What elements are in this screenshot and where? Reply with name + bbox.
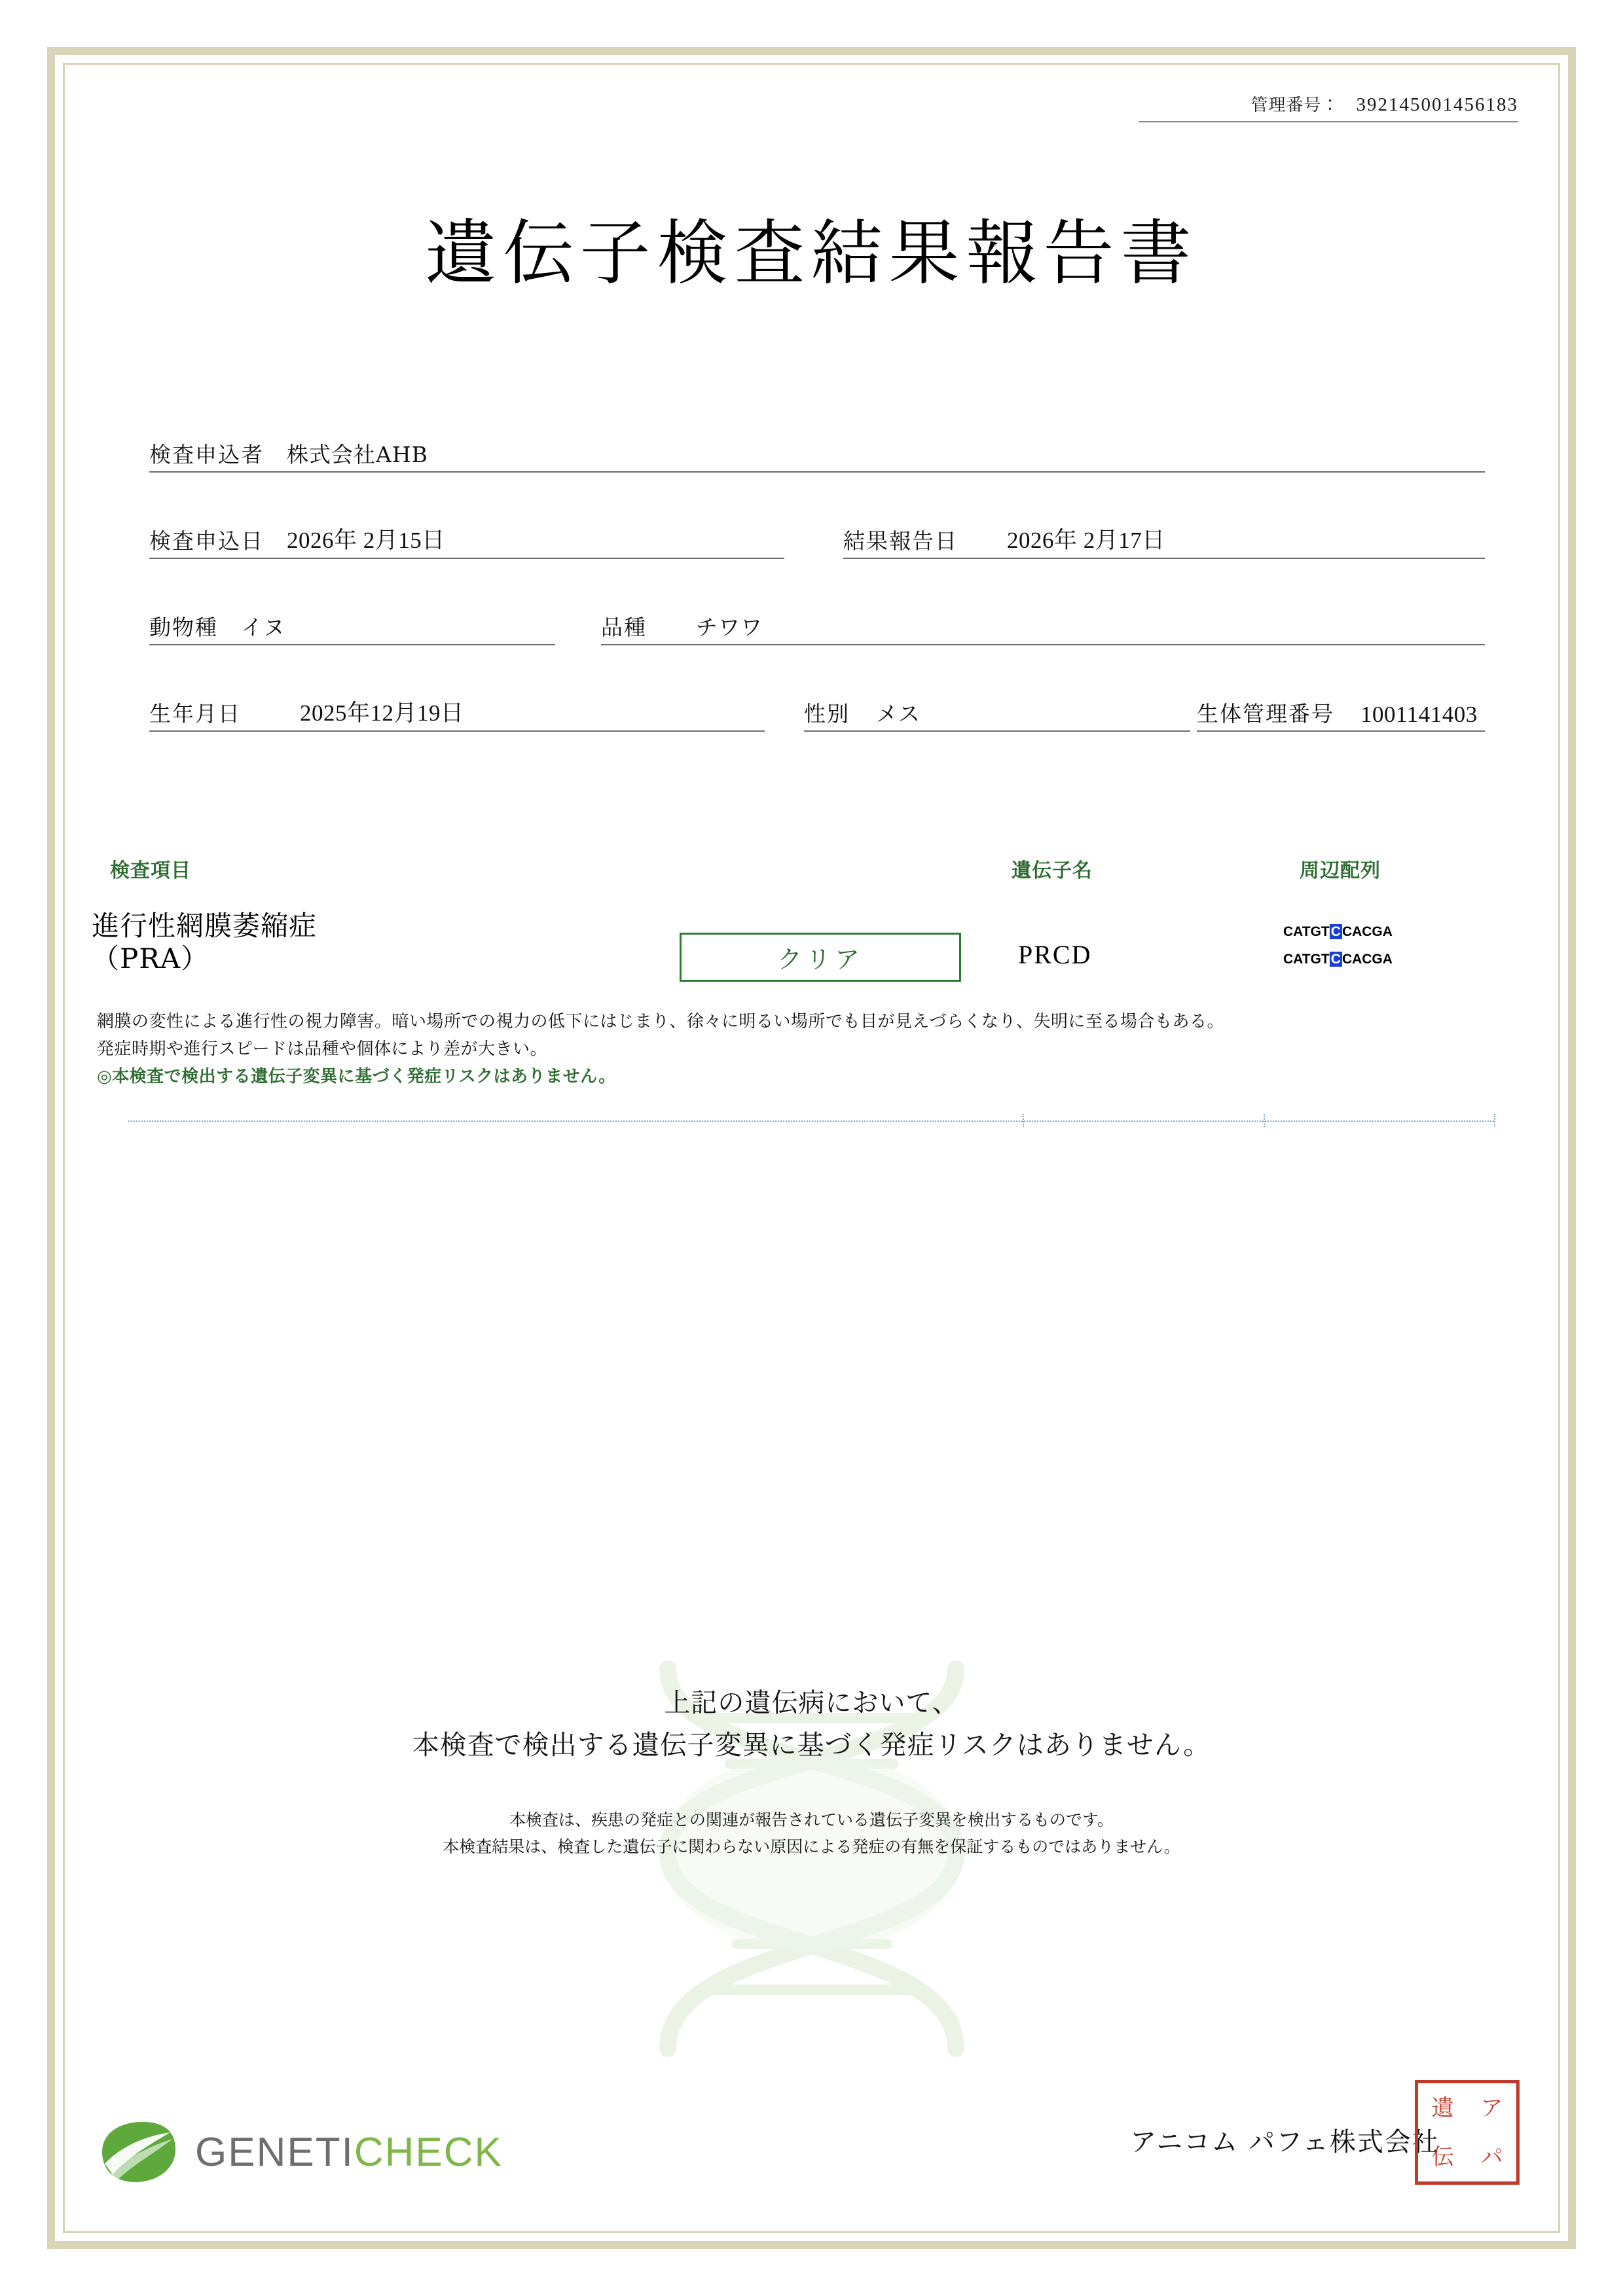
page-title: 遺伝子検査結果報告書	[425, 213, 1198, 295]
gene-name-value: PRCD	[1018, 940, 1092, 969]
company-seal	[1415, 2080, 1520, 2185]
leaf-logo-icon	[97, 2118, 181, 2186]
report-date-value: 2026年 2月17日	[1007, 528, 1165, 553]
divider-tick-2	[1264, 1114, 1265, 1127]
info-row-applicant	[149, 406, 1485, 492]
sequence-prefix-2: CATGT	[1283, 952, 1330, 967]
sex-value: メス	[876, 701, 921, 726]
field-apply-date	[149, 524, 784, 559]
logo-wordmark-part1: GENETI	[195, 2129, 354, 2175]
applicant-label: 検査申込者	[149, 442, 264, 467]
animal-id-label: 生体管理番号	[1197, 701, 1334, 726]
sequence-highlight: C	[1330, 924, 1341, 939]
disease-name-line1: 進行性網膜萎縮症	[92, 910, 318, 942]
header-gene-name: 遺伝子名	[1012, 859, 1093, 882]
sequence-line-2	[1283, 952, 1453, 967]
company-name: アニコム パフェ株式会社	[1130, 2127, 1440, 2157]
species-label: 動物種	[149, 615, 218, 640]
info-block	[149, 406, 1485, 751]
birth-label: 生年月日	[149, 701, 241, 726]
header-test-item: 検査項目	[110, 859, 191, 882]
animal-id-value: 1001141403	[1360, 702, 1478, 727]
disease-name	[92, 910, 317, 975]
sequence-highlight-2: C	[1330, 952, 1341, 967]
species-value: イヌ	[241, 615, 285, 640]
seal-char-3: パ	[1480, 2144, 1503, 2170]
seal-char-0: 遺	[1431, 2094, 1454, 2121]
description-line-1: 網膜の変性による進行性の視力障害。暗い場所での視力の低下にはじまり、徐々に明るい場所でも目が見えづらくなり、失明に至る場合もある。	[97, 1012, 1224, 1031]
logo-wordmark-part2: CHECK	[354, 2129, 503, 2175]
page-border-inner	[63, 63, 1560, 2233]
sequence-suffix: CACGA	[1341, 924, 1393, 939]
applicant-value: 株式会社AHB	[287, 442, 428, 467]
field-species	[149, 610, 555, 645]
info-row-birth	[149, 665, 1485, 751]
breed-label: 品種	[601, 615, 647, 640]
breed-value: チワワ	[696, 615, 763, 640]
divider-tick-3	[1494, 1114, 1495, 1127]
sequence-prefix: CATGT	[1283, 924, 1330, 939]
conclusion-block	[0, 1682, 1623, 1767]
birth-value: 2025年12月19日	[300, 700, 464, 726]
description-line-2: 発症時期や進行スピードは品種や個体により差が大きい。	[97, 1039, 547, 1060]
section-divider	[128, 1121, 1494, 1122]
sex-label: 性別	[804, 701, 850, 726]
field-applicant	[149, 437, 1485, 473]
sequence-line-1	[1283, 924, 1453, 940]
seal-char-1: ア	[1480, 2094, 1503, 2121]
divider-tick-1	[1023, 1114, 1024, 1127]
field-breed	[601, 610, 1485, 645]
report-date-label: 結果報告日	[843, 528, 958, 554]
disease-name-line2: （PRA）	[92, 942, 210, 975]
conclusion-note-1: 本検査は、疾患の発症との関連が報告されている遺伝子変異を検出するものです。	[509, 1810, 1114, 1829]
seal-char-2: 伝	[1431, 2144, 1454, 2170]
result-badge	[680, 933, 961, 982]
disease-description	[97, 1008, 1485, 1090]
control-number-label: 管理番号：	[1250, 96, 1340, 115]
sequence-block	[1283, 924, 1453, 979]
sequence-suffix-2: CACGA	[1341, 952, 1393, 967]
field-birth	[149, 696, 765, 732]
field-sex	[804, 696, 1190, 732]
description-line-3: ◎本検査で検出する遺伝子変異に基づく発症リスクはありません。	[97, 1067, 616, 1087]
apply-date-value: 2026年 2月15日	[287, 528, 445, 553]
apply-date-label: 検査申込日	[149, 528, 264, 554]
info-row-dates	[149, 492, 1485, 579]
info-row-species	[149, 579, 1485, 665]
header-sequence: 周辺配列	[1300, 859, 1381, 882]
conclusion-line-1: 上記の遺伝病において、	[664, 1688, 959, 1718]
conclusion-line-2: 本検査で検出する遺伝子変異に基づく発症リスクはありません。	[412, 1729, 1211, 1761]
field-report-date	[843, 524, 1485, 559]
control-number-value: 392145001456183	[1356, 94, 1518, 115]
conclusion-note-2: 本検査結果は、検査した遺伝子に関わらない原因による発症の有無を保証するものではありません。	[443, 1837, 1180, 1857]
field-animal-id	[1197, 696, 1485, 732]
control-number	[1139, 92, 1518, 122]
conclusion-notes	[0, 1806, 1623, 1861]
logo-wordmark	[195, 2129, 503, 2176]
result-badge-label: クリア	[776, 945, 864, 974]
geneticheck-logo	[97, 2118, 503, 2186]
